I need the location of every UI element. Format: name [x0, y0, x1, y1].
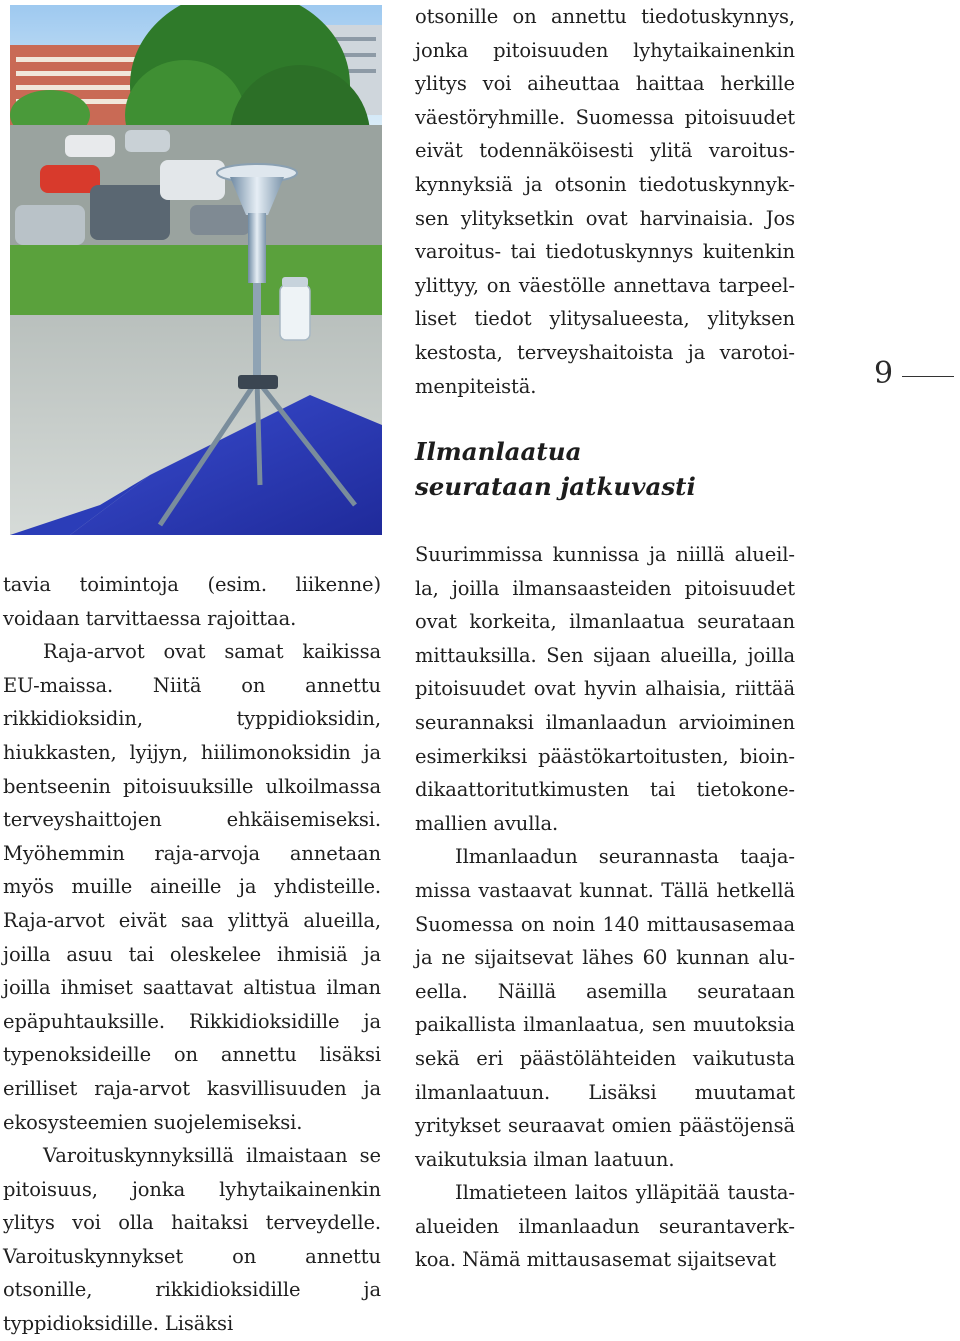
right-paragraph-1: Suurimmissa kunnissa ja niillä alueilla, joilla ilmansaasteiden pitoisuudet ovat korkeita, ilmanlaatua seurataan mittauksilla. Sen sijaan alueilla, joilla pitoisuudet ovat hyvin alhaisia, riittää seurannaksi ilmanlaadun arvioiminen esimerkiksi päästökartoitusten, bioindikaattoritutkimusten tai tietokonemallien avulla.	[415, 543, 795, 835]
section-heading-line-2: seurataan jatkuvasti	[415, 472, 696, 501]
sampler-photo-illustration	[10, 5, 382, 535]
air-quality-sampler-photo	[10, 5, 382, 535]
right-paragraph-2: Ilmanlaadun seurannasta taajamissa vastaavat kunnat. Tällä hetkellä Suomessa on noin 140 mittausasemaa ja ne sijaitsevat lähes 60 kunnan alueella. Näillä asemilla seurataan paikallista ilmanlaatua, sen muutoksia sekä eri päästölähteiden vaikutusta ilmanlaatuun. Lisäksi muutamat yritykset seuraavat omien päästöjensä vaikutuksia ilman laatuun.	[415, 845, 795, 1171]
top-right-text-column	[415, 0, 795, 403]
left-paragraph-1: tavia toimintoja (esim. liikenne) voidaan tarvittaessa rajoittaa.	[3, 573, 381, 630]
left-paragraph-3: Varoituskynnyksillä ilmaistaan se pitoisuus, jonka lyhytaikainenkin ylitys voi olla haitaksi terveydelle. Varoituskynnykset on annettu otsonille, rikkidioksidille ja typpidioksidille. Lisäksi	[3, 1144, 381, 1336]
page-number: 9	[874, 356, 894, 391]
page-number-rule	[902, 376, 954, 377]
left-paragraph-2: Raja-arvot ovat samat kaikissa EU-maissa. Niitä on annettu rikkidioksidin, typpidioksidin, hiukkasten, lyijyn, hiilimonoksidin ja bentseenin pitoisuuksille ulkoilmassa terveyshaittojen ehkäisemiseksi. Myöhemmin raja-arvoja annetaan myös muille aineille ja yhdisteille. Raja-arvot eivät saa ylittyä alueilla, joilla asuu tai oleskelee ihmisiä ja joilla ihmiset saattavat altistua ilman epäpuhtauksille. Rikkidioksidille ja typenoksideille on annettu lisäksi erilliset raja-arvot kasvillisuuden ja ekosysteemien suojelemiseksi.	[3, 640, 381, 1134]
section-heading-line-1: Ilmanlaatua	[415, 437, 582, 466]
left-text-column	[3, 568, 381, 1341]
right-paragraph-3: Ilmatieteen laitos ylläpitää taustaalueiden ilmanlaadun seurantaverkkoa. Nämä mittausasemat sijaitsevat	[415, 1181, 795, 1272]
right-text-column	[415, 538, 795, 1277]
section-heading	[415, 434, 795, 504]
continued-paragraph: otsonille on annettu tiedotuskynnys, jonka pitoisuuden lyhytaikainenkin ylitys voi aiheuttaa haittaa herkille väestöryhmille. Suomessa pitoisuudet eivät todennäköisesti ylitä varoituskynnyksiä ja otsonin tiedotuskynnyksen ylityksetkin ovat harvinaisia. Jos varoitus- tai tiedotuskynnys kuitenkin ylittyy, on väestölle annettava tarpeelliset tiedot ylitysalueesta, ylityksen kestosta, terveyshaitoista ja varotoimenpiteistä.	[415, 5, 795, 398]
